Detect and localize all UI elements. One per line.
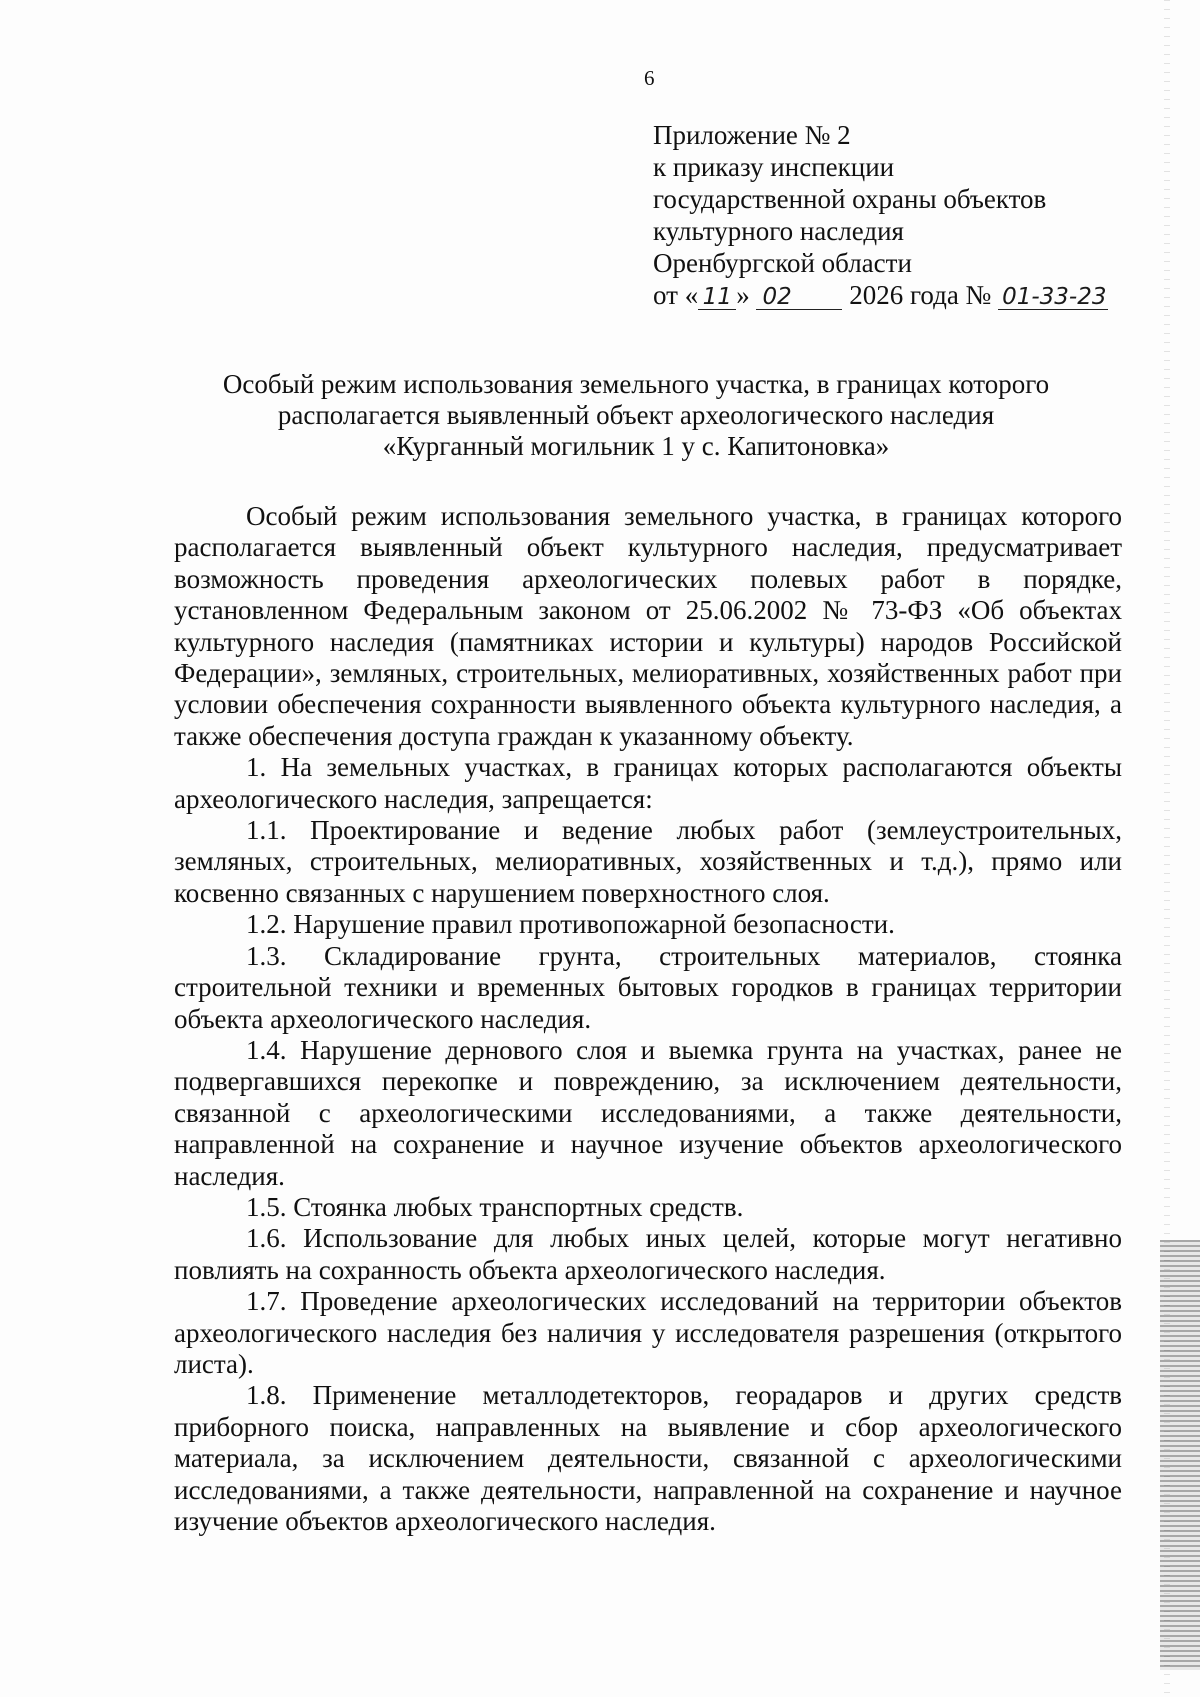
document-title: [176, 369, 1096, 462]
paragraph-item-1-8: 1.8. Применение металлодетекторов, георадаров и других средств приборного поиска, направленных на выявление и сбор археологического материала, за исключением деятельности, связанной с археологическими исследованиями, а также деятельности, направленной на сохранение и научное изучение объектов археологического наследия.: [174, 1380, 1122, 1536]
handwritten-order-number: 01-33-23: [998, 285, 1108, 310]
page-number-text: 6: [644, 66, 655, 90]
appendix-date-line: [653, 279, 1108, 311]
appendix-line-2: к приказу инспекции: [653, 152, 895, 182]
appendix-header: [653, 119, 1108, 311]
paragraph-item-1-4: 1.4. Нарушение дернового слоя и выемка грунта на участках, ранее не подвергавшихся перекопке и повреждению, за исключением деятельности, связанной с археологическими исследованиями, а также деятельности, направленной на сохранение и научное изучение объектов археологического наследия.: [174, 1034, 1122, 1191]
paragraph-item-1-7: 1.7. Проведение археологических исследований на территории объектов археологического наследия без наличия у исследователя разрешения (открытого листа).: [174, 1286, 1122, 1379]
scan-edge-artifact: [1160, 1240, 1200, 1670]
appendix-line-5: Оренбургской области: [653, 248, 912, 278]
appendix-line-4: культурного наследия: [653, 216, 904, 246]
paragraph-item-1-6: 1.6. Использование для любых иных целей, которые могут негативно повлиять на сохранность объекта археологического наследия.: [174, 1223, 1122, 1285]
title-line-3: «Курганный могильник 1 у с. Капитоновка»: [382, 431, 890, 461]
paragraph-item-1-2: 1.2. Нарушение правил противопожарной безопасности.: [246, 909, 895, 940]
appendix-line-3: государственной охраны объектов: [653, 184, 1047, 214]
handwritten-month: 02: [756, 285, 842, 310]
title-line-1: Особый режим использования земельного участка, в границах которого: [222, 369, 1050, 399]
date-prefix: от «: [653, 280, 699, 310]
document-body: [174, 501, 1122, 1537]
paragraph-item-1-5: 1.5. Стоянка любых транспортных средств.: [246, 1191, 744, 1222]
paragraph-intro: Особый режим использования земельного участка, в границах которого располагается выявленный объект культурного наследия, предусматривает возможность проведения археологических полевых работ в порядке, установленном Федеральным законом от 25.06.2002 № 73-ФЗ «Об объектах культурного наследия (памятниках истории и культуры) народов Российской Федерации», земляных, строительных, мелиоративных, хозяйственных работ при условии обеспечения сохранности выявленного объекта культурного наследия, а также обеспечения доступа граждан к указанному объекту.: [174, 501, 1122, 751]
appendix-line-1: Приложение № 2: [653, 120, 851, 150]
paragraph-item-1-3: 1.3. Складирование грунта, строительных материалов, стоянка строительной техники и временных бытовых городков в границах территории объекта археологического наследия.: [174, 940, 1122, 1034]
paragraph-item-1-1: 1.1. Проектирование и ведение любых работ (землеустроительных, земляных, строительных, мелиоративных, хозяйственных и т.д.), прямо или косвенно связанных с нарушением поверхностного слоя.: [174, 815, 1122, 908]
handwritten-day: 11: [698, 285, 736, 310]
date-year: 2026 года №: [849, 280, 992, 310]
paragraph-item-1: 1. На земельных участках, в границах которых располагаются объекты археологического наследия, запрещается:: [174, 752, 1122, 814]
date-mid: »: [736, 280, 750, 310]
title-line-2: располагается выявленный объект археологического наследия: [277, 400, 995, 430]
